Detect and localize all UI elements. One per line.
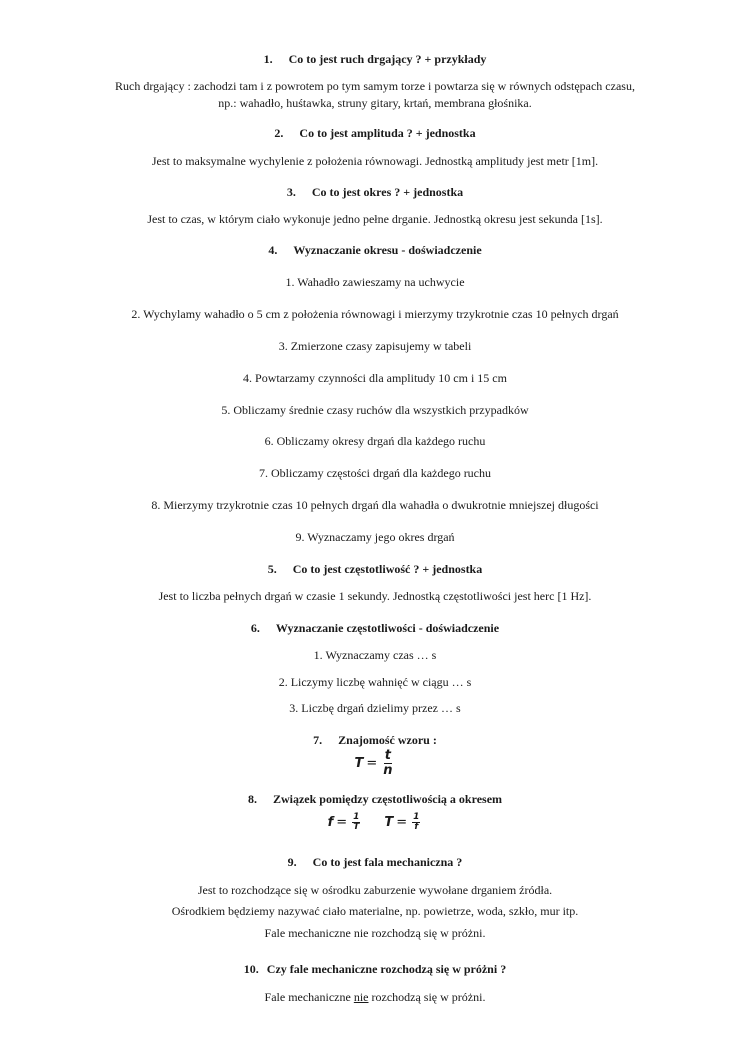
formula-period-denominator: n xyxy=(383,763,393,778)
formula-period-equals: = xyxy=(366,756,378,771)
heading-4-number: 4. xyxy=(268,243,278,257)
heading-7 xyxy=(0,732,750,748)
heading-4-title: Wyznaczanie okresu - doświadczenie xyxy=(293,243,482,257)
formula-period xyxy=(0,749,750,778)
formula-t-fraction xyxy=(412,813,420,832)
heading-9-title: Co to jest fala mechaniczna ? xyxy=(312,855,463,869)
heading-5 xyxy=(0,561,750,577)
formula-frequency-period xyxy=(0,813,750,832)
section-9-body-line: Ośrodkiem będziemy nazywać ciało materialne, np. powietrze, woda, szkło, mur itp. xyxy=(171,904,579,918)
heading-2-title: Co to jest amplituda ? + jednostka xyxy=(299,126,476,140)
heading-5-number: 5. xyxy=(267,562,277,576)
heading-6 xyxy=(0,620,750,636)
section-5-body: Jest to liczba pełnych drgań w czasie 1 sekundy. Jednostką częstotliwości jest herc [1 Hz]. xyxy=(158,589,592,603)
heading-8-number: 8. xyxy=(247,792,257,806)
heading-2-number: 2. xyxy=(274,126,284,140)
heading-5-title: Co to jest częstotliwość ? + jednostka xyxy=(292,562,483,576)
formula-f-equals: = xyxy=(336,815,348,830)
section-4-step: 9. Wyznaczamy jego okres drgań xyxy=(295,530,455,544)
section-4-step: 5. Obliczamy średnie czasy ruchów dla wszystkich przypadków xyxy=(221,403,529,417)
section-4-step: 2. Wychylamy wahadło o 5 cm z położenia równowagi i mierzymy trzykrotnie czas 10 pełnych drgań xyxy=(131,307,619,321)
section-10-answer-post: rozchodzą się w próżni. xyxy=(368,990,486,1004)
heading-1-title: Co to jest ruch drgający ? + przykłady xyxy=(288,52,487,66)
section-9-body-line: Fale mechaniczne nie rozchodzą się w próżni. xyxy=(264,926,486,940)
heading-8 xyxy=(0,791,750,807)
section-4-step: 6. Obliczamy okresy drgań dla każdego ruchu xyxy=(264,434,486,448)
formula-period-numerator: t xyxy=(384,748,391,763)
section-6-step: 3. Liczbę drgań dzielimy przez … s xyxy=(289,701,461,715)
heading-6-number: 6. xyxy=(250,621,260,635)
heading-4 xyxy=(0,242,750,258)
heading-3 xyxy=(0,184,750,200)
formula-t-denominator: f xyxy=(414,822,419,832)
formula-period-fraction xyxy=(382,749,393,778)
section-3-body: Jest to czas, w którym ciało wykonuje jedno pełne drganie. Jednostką okresu jest sekunda [1s]. xyxy=(147,212,603,226)
heading-6-title: Wyznaczanie częstotliwości - doświadczenie xyxy=(275,621,500,635)
section-1-body-line-1: Ruch drgający : zachodzi tam i z powrotem po tym samym torze i powtarza się w równych odstępach czasu, xyxy=(115,79,635,93)
section-4-step: 1. Wahadło zawieszamy na uchwycie xyxy=(285,275,465,289)
section-2-body: Jest to maksymalne wychylenie z położenia równowagi. Jednostką amplitudy jest metr [1m]. xyxy=(151,154,599,168)
heading-3-title: Co to jest okres ? + jednostka xyxy=(311,185,464,199)
heading-7-title: Znajomość wzoru : xyxy=(338,733,437,747)
formula-f-lhs: f xyxy=(327,815,334,830)
section-10-answer-pre: Fale mechaniczne xyxy=(264,990,354,1004)
formula-t-equals: = xyxy=(396,815,408,830)
formula-t-lhs: T xyxy=(384,815,394,830)
section-10-answer xyxy=(0,989,750,1005)
heading-7-number: 7. xyxy=(313,733,323,747)
section-4-step: 4. Powtarzamy czynności dla amplitudy 10 cm i 15 cm xyxy=(243,371,507,385)
section-4-step: 3. Zmierzone czasy zapisujemy w tabeli xyxy=(278,339,472,353)
section-1-body-line-2: np.: wahadło, huśtawka, struny gitary, krtań, membrana głośnika. xyxy=(218,96,532,110)
heading-10-title: Czy fale mechaniczne rozchodzą się w próżni ? xyxy=(266,962,507,976)
heading-9 xyxy=(0,854,750,870)
section-4-step: 8. Mierzymy trzykrotnie czas 10 pełnych drgań dla wahadła o dwukrotnie mniejszej długości xyxy=(151,498,599,512)
section-6-step: 1. Wyznaczamy czas … s xyxy=(313,648,437,662)
formula-f-fraction xyxy=(352,813,360,832)
formula-t-numerator: 1 xyxy=(413,812,420,822)
formula-period-lhs: T xyxy=(354,756,364,771)
section-6-step: 2. Liczymy liczbę wahnięć w ciągu … s xyxy=(278,675,472,689)
formula-f-numerator: 1 xyxy=(353,812,360,822)
section-9-body-line: Jest to rozchodzące się w ośrodku zaburzenie wywołane drganiem źródła. xyxy=(197,883,553,897)
formula-f-denominator: T xyxy=(353,822,360,832)
heading-9-number: 9. xyxy=(287,855,297,869)
heading-1 xyxy=(0,51,750,67)
heading-10 xyxy=(0,961,750,977)
section-10-answer-underlined: nie xyxy=(353,990,369,1004)
heading-8-title: Związek pomiędzy częstotliwością a okresem xyxy=(272,792,503,806)
heading-1-number: 1. xyxy=(263,52,273,66)
heading-10-number: 10. xyxy=(243,962,259,976)
heading-2 xyxy=(0,125,750,141)
heading-3-number: 3. xyxy=(286,185,296,199)
section-4-step: 7. Obliczamy częstości drgań dla każdego ruchu xyxy=(258,466,492,480)
